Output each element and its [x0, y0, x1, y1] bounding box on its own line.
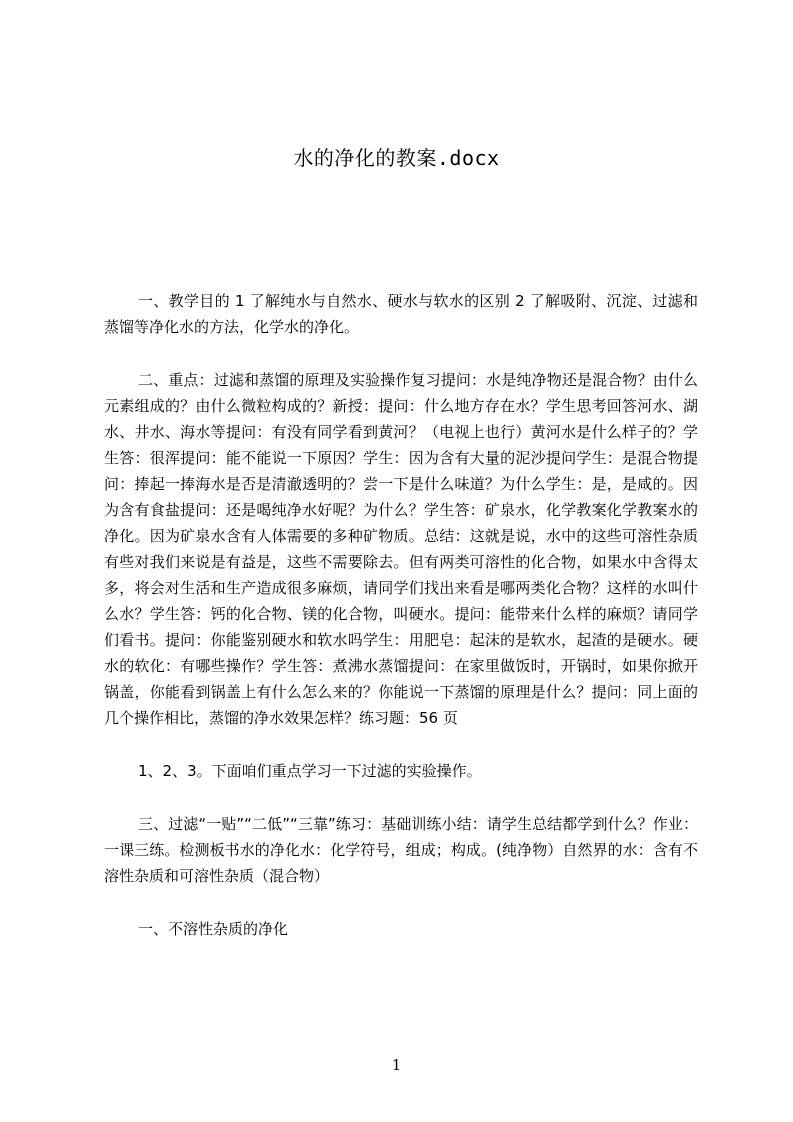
paragraph-insoluble-impurities: 一、不溶性杂质的净化 [138, 920, 289, 938]
page-number: 1 [391, 1056, 402, 1074]
paragraph-filtration-summary: 三、过滤“一贴”“二低”“三靠”练习：基础训练小结：请学生总结都学到什么？作业：一课三练。检测板书水的净化水：化学符号，组成；构成。(纯净物）自然界的水：含有不溶性杂质和可溶性杂质（混合物） [104, 815, 698, 885]
paragraph-key-points: 二、重点：过滤和蒸馏的原理及实验操作复习提问：水是纯净物还是混合物？由什么元素组成的？由什么微粒构成的？新授：提问：什么地方存在水？学生思考回答河水、湖水、井水、海水等提问：有没有同学看到黄河？（电视上也行）黄河水是什么样子的？学生答：很浑提问：能不能说一下原因？学生：因为含有大量的泥沙提问学生：是混合物提问：捧起一捧海水是否是清澈透明的？尝一下是什么味道？为什么学生：是，是咸的。因为含有食盐提问：还是喝纯净水好呢？为什么？学生答：矿泉水，化学教案化学教案水的净化。因为矿泉水含有人体需要的多种矿物质。总结：这就是说，水中的这些可溶性杂质有些对我们来说是有益是，这些不需要除去。但有两类可溶性的化合物，如果水中含得太多，将会对生活和生产造成很多麻烦，请同学们找出来看是哪两类化合物？这样的水叫什么水？学生答：钙的化合物、镁的化合物，叫硬水。提问：能带来什么样的麻烦？请同学们看书。提问：你能鉴别硬水和软水吗学生：用肥皂：起沫的是软水，起渣的是硬水。硬水的软化：有哪些操作？学生答：煮沸水蒸馏提问：在家里做饭时，开锅时，如果你掀开锅盖，你能看到锅盖上有什么怎么来的？你能说一下蒸馏的原理是什么？提问：同上面的几个操作相比，蒸馏的净水效果怎样？练习题：56 页 [104, 371, 698, 727]
paragraph-filtration-intro: 1、2、3。下面咱们重点学习一下过滤的实验操作。 [138, 762, 482, 780]
paragraph-objectives: 一、教学目的 1 了解纯水与自然水、硬水与软水的区别 2 了解吸附、沉淀、过滤和蒸馏等净化水的方法，化学水的净化。 [104, 292, 698, 336]
document-body [104, 288, 698, 942]
document-title: 水的净化的教案.docx [293, 146, 500, 170]
